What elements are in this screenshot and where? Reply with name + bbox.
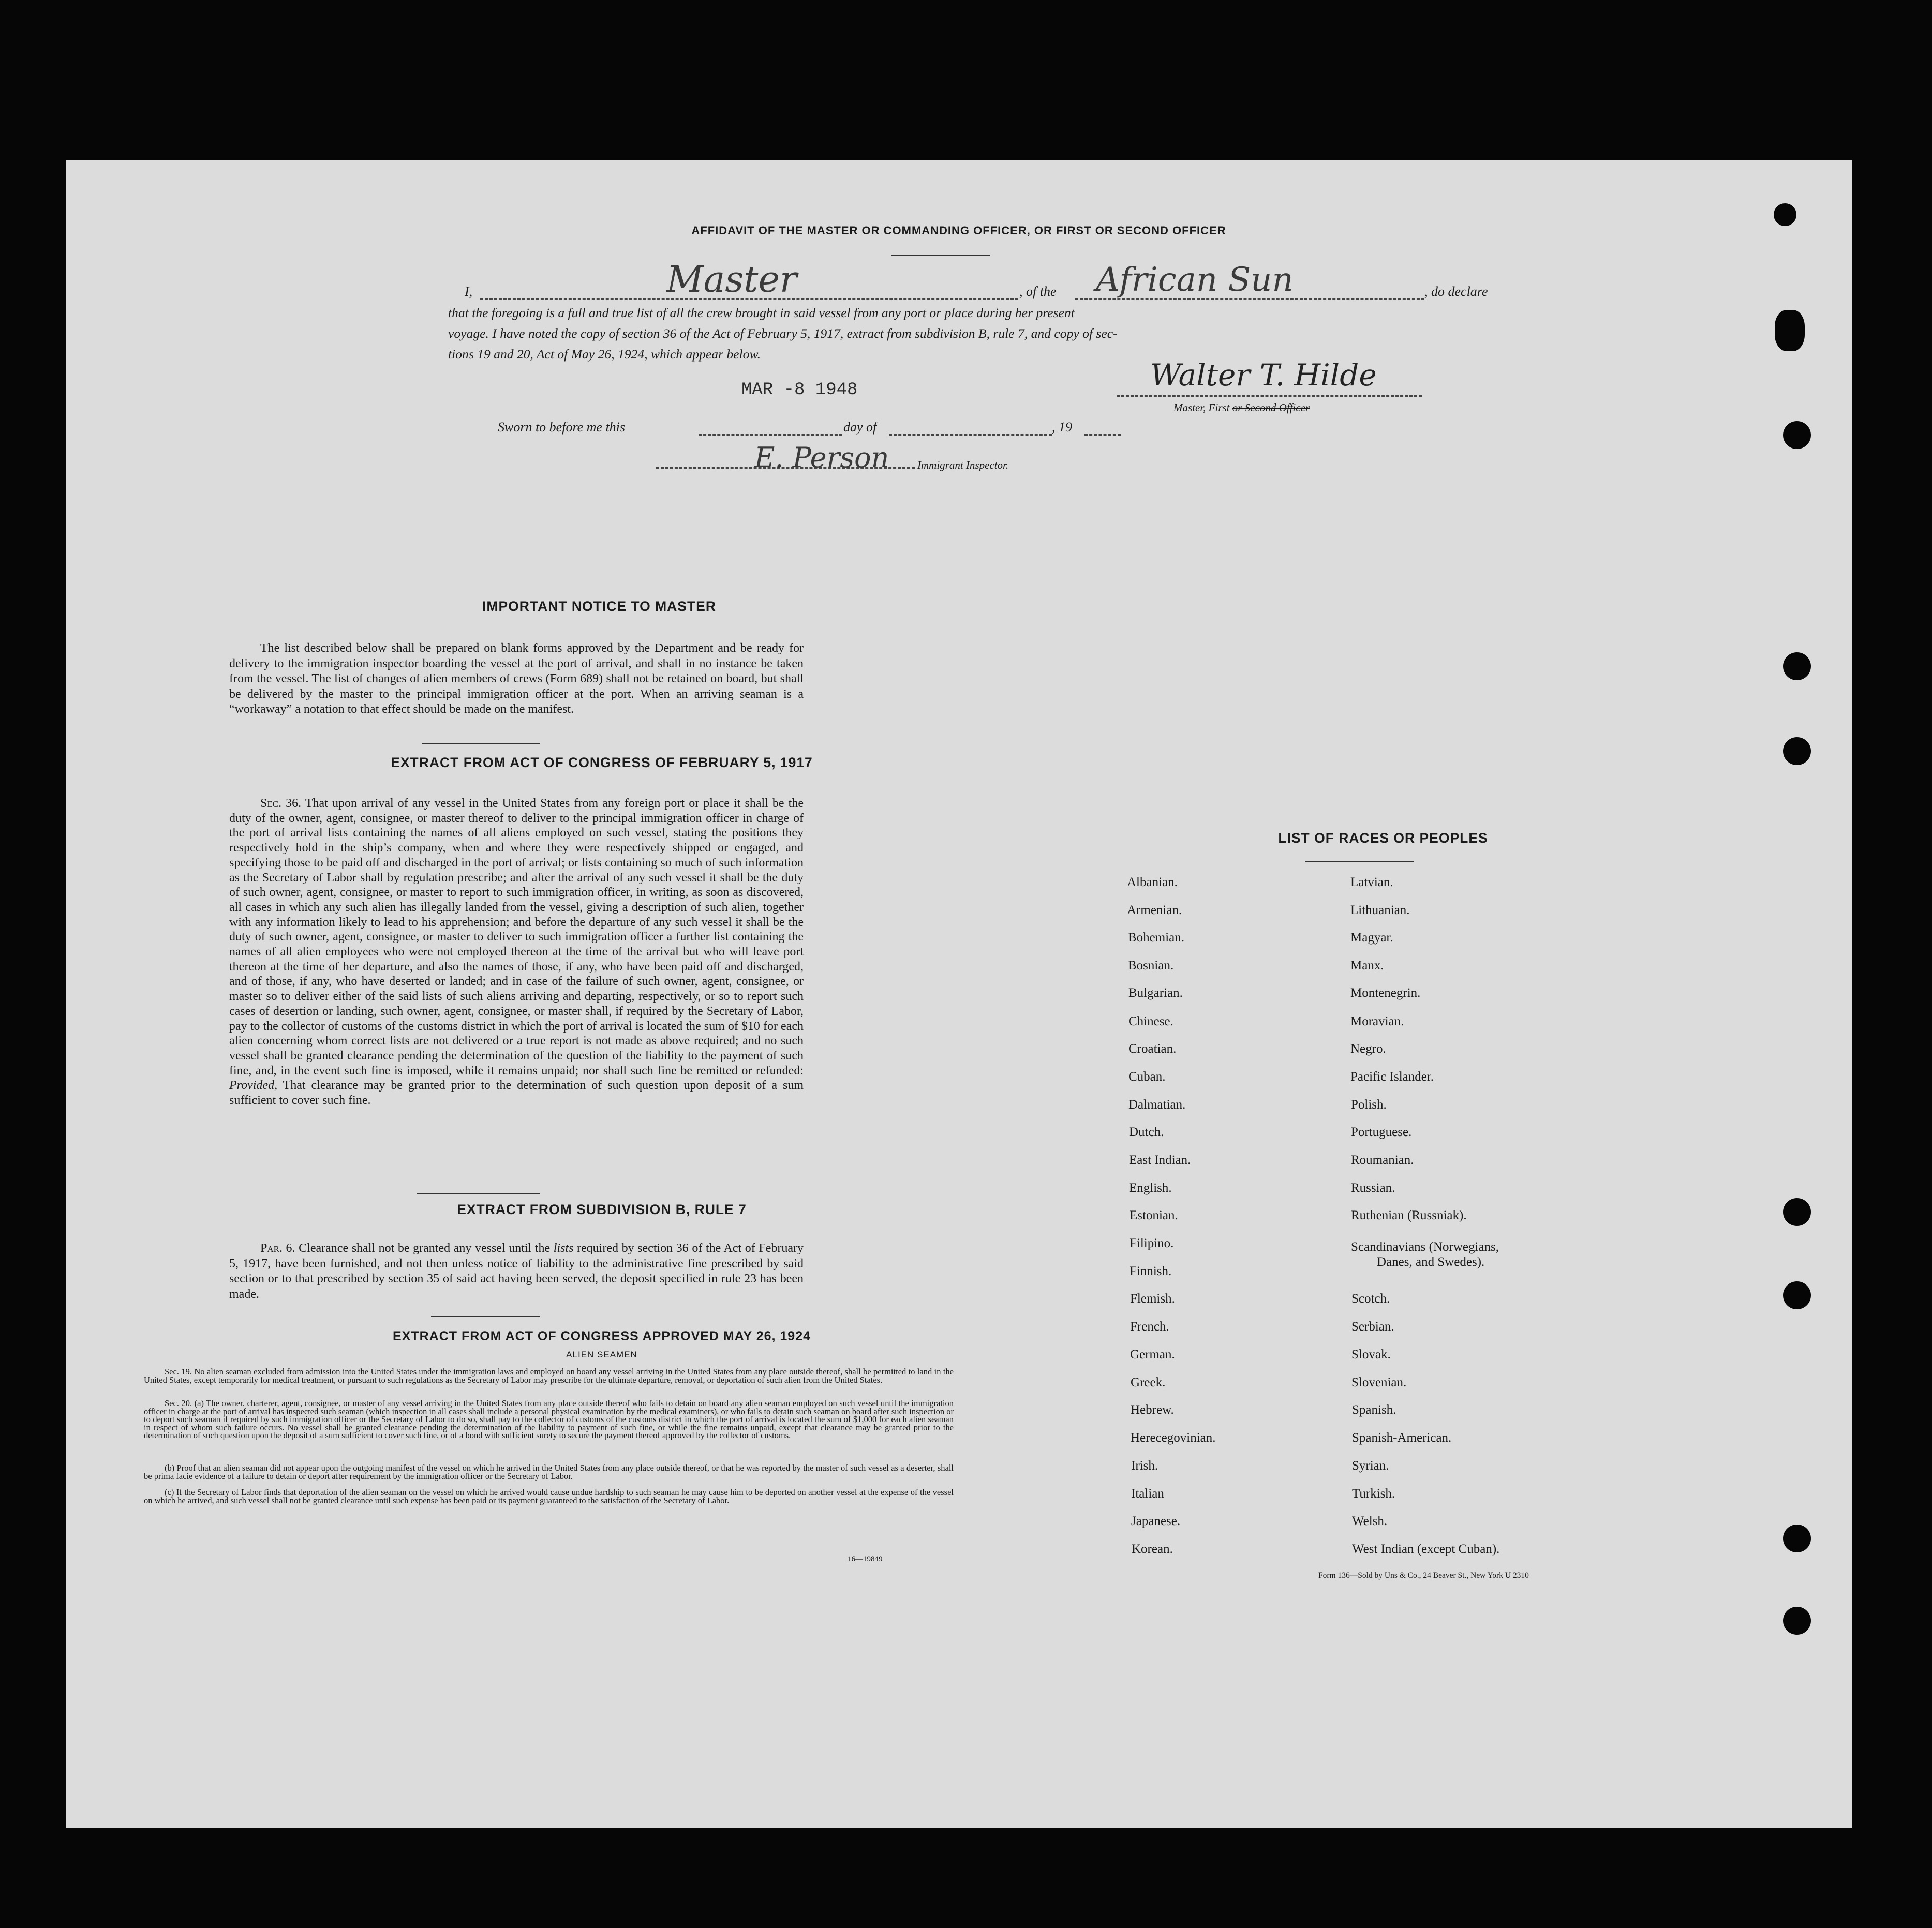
race-item: Japanese.	[1131, 1514, 1181, 1528]
affidavit-body-line-1: that the foregoing is a full and true list of all the crew brought in said vessel from any port or place during her present	[448, 305, 1075, 320]
race-item: Hebrew.	[1131, 1403, 1174, 1417]
race-item: Moravian.	[1350, 1014, 1404, 1028]
race-item: Slovenian.	[1351, 1376, 1407, 1389]
sec-19-text: Sec. 19. No alien seaman excluded from admission into the United States under the immigration laws and employed on board any vessel arriving in the United States from any place outside thereof, shall be permitted to land in the United States, except temporarily for medical treatment, or pursuant to such regulations as the Secretary of Labor may prescribe for the ultimate departure, removal, or deportation of such alien from the United States.	[144, 1367, 954, 1385]
par-6-body: Clearance shall not be granted any vessel until the	[299, 1242, 551, 1255]
race-item: Pacific Islander.	[1350, 1070, 1434, 1084]
race-item: Danes, and Swedes).	[1377, 1255, 1485, 1269]
race-item: Cuban.	[1128, 1070, 1166, 1084]
sec-36-provided: Provided,	[229, 1079, 278, 1093]
signature-caption	[1173, 401, 1310, 414]
race-item: Lithuanian.	[1350, 903, 1410, 917]
extract-1917-divider	[417, 1193, 540, 1194]
binder-hole-top	[1774, 203, 1796, 226]
race-item: Korean.	[1132, 1542, 1173, 1556]
extract-1917-text	[229, 796, 804, 1108]
rule7-text	[229, 1241, 804, 1302]
alien-seamen-subtitle: ALIEN SEAMEN	[566, 1350, 637, 1359]
binder-hole-5	[1783, 1281, 1811, 1309]
race-item: Armenian.	[1127, 903, 1182, 917]
rule7-title: EXTRACT FROM SUBDIVISION B, RULE 7	[457, 1202, 747, 1217]
race-item: East Indian.	[1129, 1153, 1191, 1167]
race-item: Spanish-American.	[1352, 1431, 1452, 1445]
sworn-day-blank	[699, 434, 842, 436]
sec-36-label: Sec. 36.	[260, 797, 302, 810]
race-item: English.	[1129, 1181, 1172, 1195]
race-item: Italian	[1131, 1487, 1164, 1501]
inspector-signature: E. Person	[754, 441, 889, 474]
notice-text: The list described below shall be prepared on blank forms approved by the Department and be ready for delivery to the immigration inspector boarding the vessel at the port of arrival, and shall in no instance be taken from the vessel. The list of changes of alien members of crews (Form 689) shall not be retained on board, but shall be delivered by the master to the principal immigration officer at the port. When an arriving seaman is a “workaway” a notation to that effect should be made on the manifest.	[229, 641, 804, 716]
race-item: Chinese.	[1128, 1014, 1173, 1028]
race-item: Flemish.	[1130, 1292, 1175, 1306]
sec-20c-text: (c) If the Secretary of Labor finds that deportation of the alien seaman on the vessel on which he arrived would cause undue hardship to such seaman he may cause him to be deported on another vessel at the expense of the vessel on which he arrived, and such vessel shall not be granted clearance until such expense has been paid or its payment guaranteed to the satisfaction of the Secretary of Labor.	[144, 1487, 954, 1505]
affidavit-body-line-2: voyage. I have noted the copy of section 36 of the Act of February 5, 1917, extract from subdivision B, rule 7, and copy of sec-	[448, 326, 1118, 341]
race-item: Russian.	[1351, 1181, 1395, 1195]
race-item: Irish.	[1131, 1459, 1158, 1473]
binder-hole-2	[1783, 652, 1811, 680]
race-item: Scotch.	[1351, 1292, 1390, 1306]
form-footer: Form 136—Sold by Uns & Co., 24 Beaver St., New York U 2310	[1318, 1571, 1529, 1580]
race-item: Polish.	[1351, 1098, 1387, 1112]
race-item: Dutch.	[1129, 1125, 1164, 1139]
affidavit-body-line-3: tions 19 and 20, Act of May 26, 1924, which appear below.	[448, 347, 761, 362]
notice-divider	[422, 743, 540, 744]
race-item: Ruthenian (Russniak).	[1351, 1208, 1467, 1222]
document-page	[66, 160, 1852, 1828]
race-item: French.	[1130, 1320, 1169, 1334]
affidavit-line1-prefix: I,	[465, 284, 473, 299]
form-number: 16—19849	[848, 1555, 883, 1563]
title-divider	[891, 255, 990, 256]
race-item: Herecegovinian.	[1131, 1431, 1216, 1445]
rule7-divider	[431, 1316, 540, 1317]
race-item: Portuguese.	[1351, 1125, 1412, 1139]
affidavit-title: AFFIDAVIT OF THE MASTER OR COMMANDING OFFICER, OR FIRST OR SECOND OFFICER	[691, 224, 1226, 237]
par-6-tail: required by section 36 of the Act of February 5, 1917, have been furnished, and not then unless notice of liability to the administrative fine prescribed by said section or to that prescribed by section 35 of said act having been served, the deposit specified in rule 23 has been made.	[229, 1242, 804, 1301]
race-item: Albanian.	[1127, 875, 1178, 889]
race-item: Finnish.	[1130, 1264, 1172, 1278]
race-item: Bohemian.	[1128, 931, 1185, 945]
handwritten-vessel: African Sun	[1096, 261, 1294, 299]
race-item: Roumanian.	[1351, 1153, 1414, 1167]
extract-1924-title: EXTRACT FROM ACT OF CONGRESS APPROVED MAY 26, 1924	[392, 1329, 811, 1343]
signature-caption-struck: or Second Officer	[1232, 401, 1310, 414]
binder-hole-4	[1783, 1198, 1811, 1226]
race-item: Slovak.	[1351, 1348, 1391, 1362]
race-item: Turkish.	[1352, 1487, 1395, 1501]
race-item: Croatian.	[1128, 1042, 1177, 1056]
signature-line	[1117, 395, 1422, 397]
sec-36-tail: That clearance may be granted prior to the determination of such question upon deposit of a sum sufficient to cover such fine.	[229, 1079, 804, 1108]
race-item: Scandinavians (Norwegians,	[1351, 1240, 1499, 1254]
race-item: Greek.	[1131, 1376, 1166, 1389]
extract-1917-title: EXTRACT FROM ACT OF CONGRESS OF FEBRUARY 5, 1917	[391, 755, 813, 770]
signature-caption-text: Master, First	[1173, 401, 1230, 414]
sec-20a-text: Sec. 20. (a) The owner, charterer, agent, consignee, or master of any vessel arriving in the United States from any place outside thereof who fails to detain on board any alien seaman employed on such vessel until the immigration officer in charge at the port of arrival has inspected such seaman (which inspection in all cases shall include a personal physical examination by the medical examiners), or who fails to detain such seaman on board after such inspection or to deport such seaman if required by such immigration officer or the Secretary of Labor to do so, shall pay to the collector of customs of the customs district in which the port of arrival is located the sum of $1,000 for each alien seaman in respect of whom such failure occurs. No vessel shall be granted clearance pending the determination of the liability to payment of such fine, or while the fine remains unpaid, except that clearance may be granted prior to the determination of such question upon the deposit of a sum sufficient to cover such fine, or of a bond with sufficient surety to secure the payment thereof approved by the collector of customs.	[144, 1398, 954, 1441]
race-item: Negro.	[1350, 1042, 1386, 1056]
race-item: Welsh.	[1352, 1514, 1388, 1528]
races-title: LIST OF RACES OR PEOPLES	[1278, 830, 1488, 846]
handwritten-name: Master	[666, 258, 797, 301]
race-item: Manx.	[1350, 959, 1384, 973]
race-item: Serbian.	[1351, 1320, 1394, 1334]
race-item: Bosnian.	[1128, 959, 1174, 973]
master-signature: Walter T. Hilde	[1150, 357, 1377, 393]
par-6-lists: lists	[553, 1242, 574, 1255]
race-item: Magyar.	[1350, 931, 1393, 945]
sworn-day-of: day of	[843, 420, 877, 435]
race-item: Dalmatian.	[1128, 1098, 1186, 1112]
race-item: Montenegrin.	[1350, 986, 1421, 1000]
race-item: Bulgarian.	[1128, 986, 1183, 1000]
inspector-caption: Immigrant Inspector.	[917, 459, 1009, 471]
date-stamp: MAR -8 1948	[741, 380, 858, 400]
sworn-year: , 19	[1052, 420, 1072, 435]
race-item: West Indian (except Cuban).	[1352, 1542, 1500, 1556]
binder-hole-7	[1783, 1607, 1811, 1635]
binder-hole-1	[1783, 421, 1811, 449]
sworn-year-blank	[1084, 434, 1121, 436]
binder-hole-6	[1783, 1525, 1811, 1552]
race-item: Syrian.	[1352, 1459, 1389, 1473]
race-item: German.	[1130, 1348, 1175, 1362]
binder-hole-3	[1783, 737, 1811, 765]
affidavit-declare: , do declare	[1424, 284, 1488, 299]
notice-title: IMPORTANT NOTICE TO MASTER	[482, 599, 716, 614]
race-item: Latvian.	[1350, 875, 1393, 889]
binder-clip-mark	[1775, 310, 1805, 351]
sworn-month-blank	[889, 434, 1052, 436]
affidavit-of-the: , of the	[1019, 284, 1057, 299]
race-item: Spanish.	[1352, 1403, 1396, 1417]
race-item: Estonian.	[1130, 1208, 1178, 1222]
sec-20b-text: (b) Proof that an alien seaman did not appear upon the outgoing manifest of the vessel on which he arrived in the United States from any place outside thereof, or that he was reported by the master of such vessel as a deserter, shall be prima facie evidence of a failure to detain or deport after requirement by the immigration officer or the Secretary of Labor.	[144, 1463, 954, 1481]
par-6-label: Par. 6.	[260, 1242, 295, 1255]
race-item: Filipino.	[1130, 1236, 1174, 1250]
sec-36-body: That upon arrival of any vessel in the United States from any foreign port or place it shall be the duty of the owner, agent, consignee, or master thereof to deliver to the principal immigration officer in charge of the port of arrival lists containing the names of all aliens employed on such vessel, stating the positions they respectively hold in the ship’s company, when and where they were respectively shipped or engaged, and specifying those to be paid off and discharged in the port of arrival; or lists containing so much of such information as the Secretary of Labor shall by regulation prescribe; and after the arrival of any such vessel it shall be the duty of such owner, agent, consignee, or master to report to such immigration officer, in writing, as soon as discovered, all cases in which any such alien has illegally landed from the vessel, giving a description of such alien, together with any information likely to lead to his apprehension; and before the departure of any such vessel it shall be the duty of such owner, agent, consignee, or master to deliver to such immigration officer a further list containing the names of all alien employees who were not employed thereon at the time of the arrival but who will leave port thereon at the time of her departure, and also the names of those, if any, who have been paid off and discharged, and of those, if any, who have deserted or landed; and in case of the failure of such owner, agent, consignee, or master so to deliver either of the said lists of such aliens arriving and departing, respectively, or so to report such cases of desertion or landing, such owner, agent, consignee, or master shall, if required by the Secretary of Labor, pay to the collector of customs of the customs district in which the port of arrival is located the sum of $10 for each alien concerning whom correct lists are not delivered or a true report is not made as above required; and no such vessel shall be granted clearance pending the determination of the question of the liability to the payment of such fine, and, in the event such fine is imposed, while it remains unpaid; nor shall such fine be remitted or refunded:	[229, 797, 804, 1078]
sworn-prefix: Sworn to before me this	[498, 420, 626, 435]
races-divider	[1305, 861, 1414, 862]
